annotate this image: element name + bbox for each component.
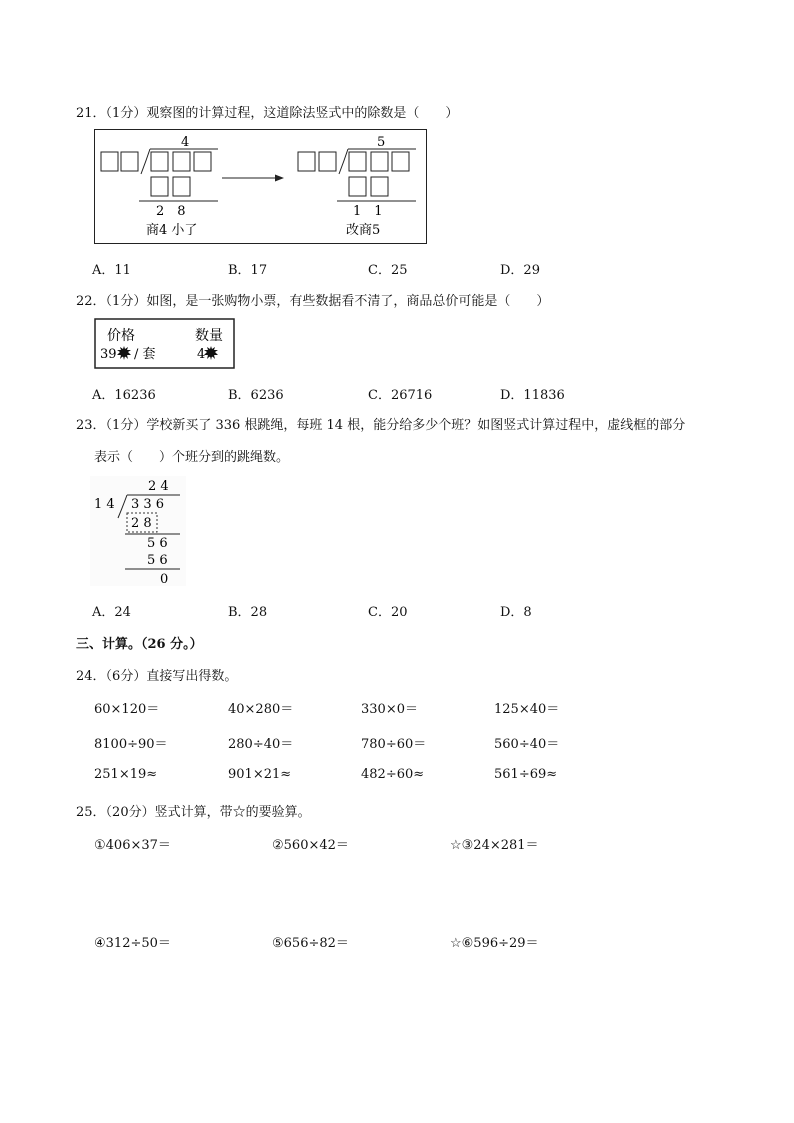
q23-divisor: 1 4: [94, 497, 115, 512]
q23-text-line2: 表示（ ）个班分到的跳绳数。: [94, 450, 290, 465]
q24-item: 482÷60≈: [361, 767, 425, 782]
q23-result: 0: [160, 572, 169, 586]
q21-left-remainder: 2 8: [156, 204, 186, 219]
q25-item: ④312÷50＝: [94, 936, 171, 951]
q21-right-remainder: 1 1: [353, 204, 383, 219]
q24-item: 780÷60＝: [361, 737, 427, 752]
q22-option-a[interactable]: A．16236: [92, 388, 156, 403]
q25-item: ⑤656÷82＝: [272, 936, 349, 951]
q25-item: ☆③24×281＝: [450, 838, 539, 853]
receipt-price-unit: / 套: [134, 347, 156, 362]
smudge-icon: [117, 346, 131, 360]
receipt-qty-header: 数量: [195, 328, 223, 344]
smudge-icon: [204, 346, 218, 360]
q21-left-caption: 商4 小了: [146, 223, 198, 238]
q23-step2: 5 6: [147, 536, 168, 551]
q24-item: 280÷40＝: [228, 737, 294, 752]
q23-dividend: 3 3 6: [131, 497, 165, 512]
q23-long-division: [90, 476, 186, 586]
q22-option-d[interactable]: D．11836: [500, 388, 565, 403]
q23-option-b[interactable]: B．28: [228, 605, 268, 620]
q23-step3: 5 6: [147, 553, 168, 568]
q21-option-c[interactable]: C．25: [368, 263, 408, 278]
q21-option-a[interactable]: A．11: [92, 263, 131, 278]
q24-item: 561÷69≈: [494, 767, 558, 782]
q24-item: 251×19≈: [94, 767, 158, 782]
q25-text: 25．（20分）竖式计算，带☆的要验算。: [76, 805, 311, 820]
q23-step1: 2 8: [131, 516, 152, 531]
q22-receipt: [94, 318, 235, 369]
q22-option-c[interactable]: C．26716: [368, 388, 433, 403]
q24-item: 901×21≈: [228, 767, 292, 782]
q23-quotient: 2 4: [148, 479, 169, 494]
q23-option-d[interactable]: D．8: [500, 605, 532, 620]
receipt-qty-value: 4: [197, 347, 206, 362]
q22-text: 22．（1分）如图，是一张购物小票，有些数据看不清了，商品总价可能是（ ）: [76, 294, 550, 309]
q21-right-caption: 改商5: [346, 223, 381, 238]
q21-left-quotient: 4: [181, 135, 190, 150]
q21-division-figure: [94, 129, 428, 245]
q21-text: 21．（1分）观察图的计算过程，这道除法竖式中的除数是（ ）: [76, 106, 459, 121]
q21-option-d[interactable]: D．29: [500, 263, 540, 278]
q23-text-line1: 23．（1分）学校新买了 336 根跳绳，每班 14 根，能分给多少个班？如图竖式计算过程中，虚线框的部分: [76, 418, 686, 433]
q21-option-b[interactable]: B．17: [228, 263, 268, 278]
arrow-right-icon: [275, 175, 284, 182]
q25-item: ①406×37＝: [94, 838, 171, 853]
q21-right-quotient: 5: [377, 135, 386, 150]
q24-text: 24．（6分）直接写出得数。: [76, 669, 238, 684]
q22-option-b[interactable]: B．6236: [228, 388, 284, 403]
section-title: 三、计算。（26 分。）: [76, 637, 203, 652]
q23-option-c[interactable]: C．20: [368, 605, 408, 620]
q24-item: 125×40＝: [494, 702, 560, 717]
q24-item: 8100÷90＝: [94, 737, 168, 752]
q23-option-a[interactable]: A．24: [92, 605, 131, 620]
q24-item: 560÷40＝: [494, 737, 560, 752]
q25-item: ☆⑥596÷29＝: [450, 936, 539, 951]
q24-item: 40×280＝: [228, 702, 294, 717]
receipt-price-header: 价格: [107, 328, 135, 344]
receipt-price-value: 39: [100, 347, 117, 362]
q24-item: 60×120＝: [94, 702, 160, 717]
q24-item: 330×0＝: [361, 702, 418, 717]
q25-item: ②560×42＝: [272, 838, 349, 853]
